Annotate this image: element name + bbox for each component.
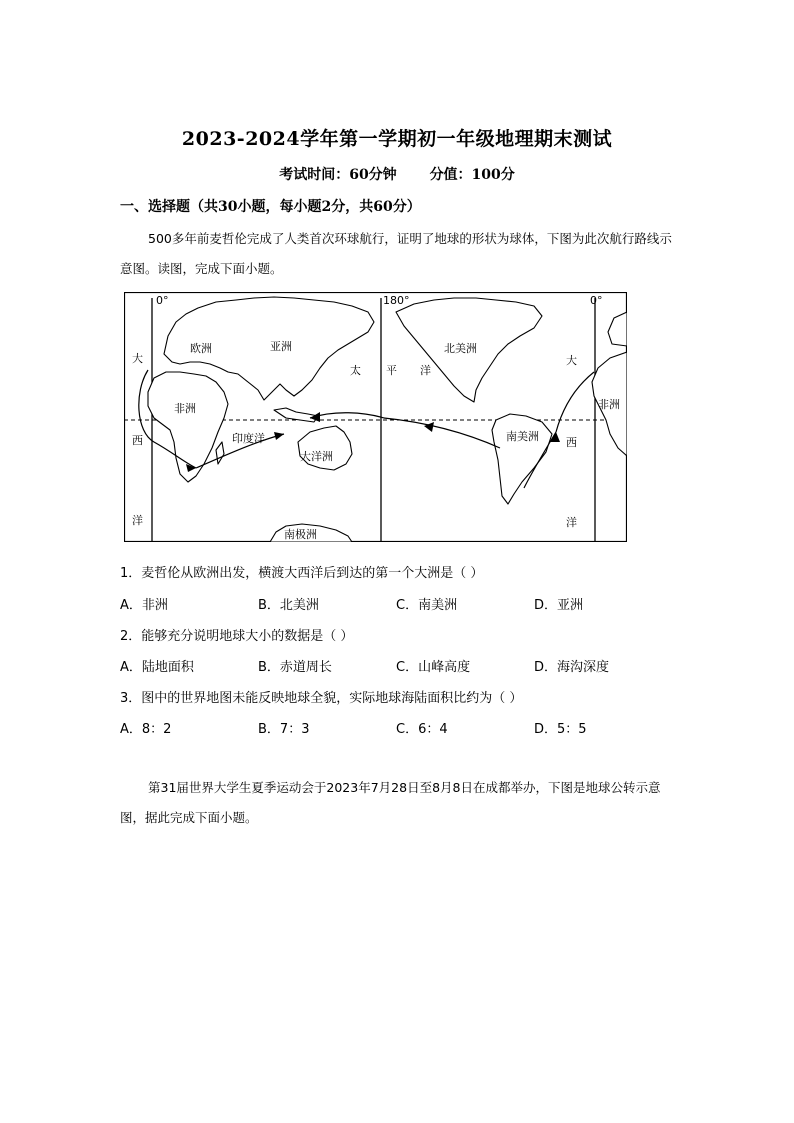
label-pacific-1: 太 xyxy=(350,364,361,377)
q3-option-c[interactable]: C．6：4 xyxy=(396,722,448,737)
label-north-america: 北美洲 xyxy=(444,342,477,355)
question-1: 1．麦哲伦从欧洲出发，横渡大西洋后到达的第一个大洲是（ ） xyxy=(120,566,484,581)
label-atlantic-right-1: 大 xyxy=(566,354,577,367)
q2-option-b[interactable]: B．赤道周长 xyxy=(258,660,332,675)
label-pacific-3: 洋 xyxy=(420,364,431,377)
q3-option-d[interactable]: D．5：5 xyxy=(534,722,587,737)
lon-label-mid: 180° xyxy=(383,294,410,307)
q2-option-a[interactable]: A．陆地面积 xyxy=(120,660,194,675)
label-antarctica: 南极洲 xyxy=(284,528,317,541)
label-indian-ocean: 印度洋 xyxy=(232,432,265,445)
q3-option-a[interactable]: A．8：2 xyxy=(120,722,172,737)
q1-option-d[interactable]: D．亚洲 xyxy=(534,598,584,613)
label-africa: 非洲 xyxy=(174,402,196,415)
q2-option-c[interactable]: C．山峰高度 xyxy=(396,660,471,675)
label-pacific-2: 平 xyxy=(386,364,397,377)
label-europe: 欧洲 xyxy=(190,342,212,355)
label-atlantic-left-2: 西 xyxy=(132,434,143,447)
magellan-intro: 500多年前麦哲伦完成了人类首次环球航行，证明了地球的形状为球体，下图为此次航行路线示意图。读图，完成下面小题。 xyxy=(120,231,672,276)
q1-option-a[interactable]: A．非洲 xyxy=(120,598,168,613)
question-3: 3．图中的世界地图未能反映地球全貌，实际地球海陆面积比约为（ ） xyxy=(120,691,523,706)
universiade-intro: 第31届世界大学生夏季运动会于2023年7月28日至8月8日在成都举办，下图是地球公转示意图，据此完成下面小题。 xyxy=(120,780,661,825)
section-heading: 一、选择题（共30小题，每小题2分，共60分） xyxy=(120,199,421,215)
exam-score: 分值：100分 xyxy=(429,167,515,183)
label-atlantic-left-1: 大 xyxy=(132,352,143,365)
exam-info xyxy=(0,164,794,184)
label-africa-right: 非洲 xyxy=(598,398,620,411)
label-oceania: 大洋洲 xyxy=(300,450,333,463)
magellan-route-map xyxy=(124,292,627,542)
q1-option-c[interactable]: C．南美洲 xyxy=(396,598,458,613)
lon-label-right: 0° xyxy=(590,294,603,307)
label-south-america: 南美洲 xyxy=(506,430,539,443)
exam-time: 考试时间：60分钟 xyxy=(279,167,397,183)
q3-option-b[interactable]: B．7：3 xyxy=(258,722,310,737)
lon-label-left: 0° xyxy=(156,294,169,307)
label-atlantic-right-2: 西 xyxy=(566,436,577,449)
exam-title: 2023-2024学年第一学期初一年级地理期末测试 xyxy=(181,128,613,150)
q2-option-d[interactable]: D．海沟深度 xyxy=(534,660,610,675)
label-asia: 亚洲 xyxy=(270,340,292,353)
q1-option-b[interactable]: B．北美洲 xyxy=(258,598,319,613)
question-2: 2．能够充分说明地球大小的数据是（ ） xyxy=(120,629,354,644)
label-atlantic-right-3: 洋 xyxy=(566,516,577,529)
label-atlantic-left-3: 洋 xyxy=(132,514,143,527)
